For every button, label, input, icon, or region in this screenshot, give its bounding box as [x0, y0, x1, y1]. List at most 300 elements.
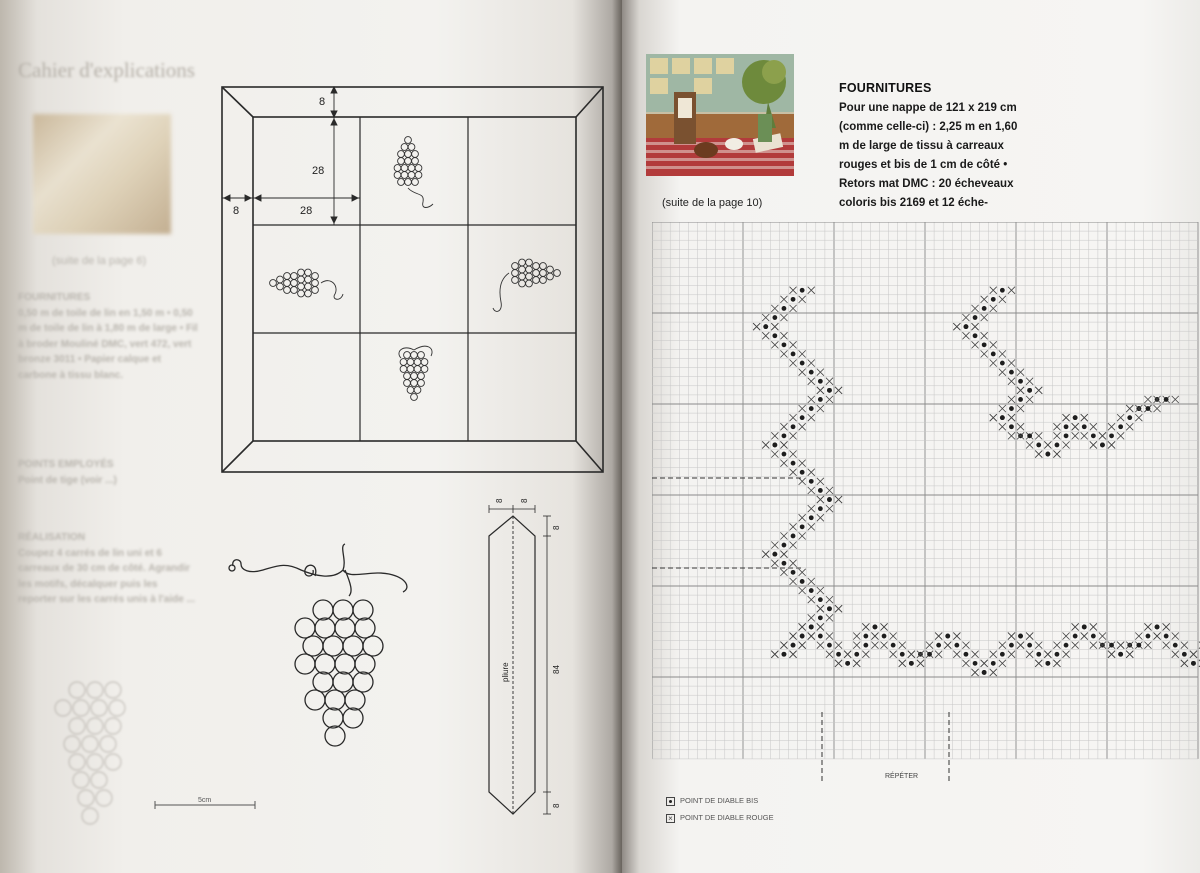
small-berry	[414, 366, 421, 373]
cross-stitch	[790, 287, 797, 294]
cross-stitch	[1063, 633, 1070, 640]
dot-stitch	[1073, 634, 1078, 639]
cross-stitch	[1072, 423, 1079, 430]
small-berry	[398, 158, 405, 165]
cross-stitch	[790, 633, 797, 640]
small-berry	[405, 179, 412, 186]
grape-berry	[333, 672, 353, 692]
small-berry	[408, 172, 415, 179]
cross-stitch	[853, 642, 860, 649]
dot-stitch	[1091, 634, 1096, 639]
small-berry	[512, 270, 519, 277]
cross-stitch	[1008, 651, 1015, 658]
cross-stitch	[817, 405, 824, 412]
cross-stitch	[962, 660, 969, 667]
cross-stitch	[1181, 660, 1188, 667]
dot-stitch	[791, 461, 796, 466]
dot-stitch	[1036, 652, 1041, 657]
faded-thumbnail-photo	[33, 114, 171, 234]
dot-stitch	[964, 324, 969, 329]
cross-stitch	[762, 441, 769, 448]
small-tendril	[321, 281, 343, 300]
grape-berry	[295, 654, 315, 674]
dot-stitch	[900, 652, 905, 657]
cross-stitch	[808, 414, 815, 421]
dot-stitch	[973, 333, 978, 338]
small-berry	[401, 144, 408, 151]
cross-stitch	[899, 660, 906, 667]
grape-berry	[313, 600, 333, 620]
grape-berry	[303, 636, 323, 656]
dot-stitch	[800, 415, 805, 420]
small-berry	[414, 359, 421, 366]
cross-stitch	[799, 514, 806, 521]
cross-stitch	[780, 350, 787, 357]
dim-square-width: 28	[300, 205, 313, 217]
small-berry	[547, 273, 554, 280]
cross-stitch	[1017, 642, 1024, 649]
small-berry	[415, 172, 422, 179]
cross-stitch	[1154, 633, 1161, 640]
cross-stitch	[981, 332, 988, 339]
cross-stitch	[790, 414, 797, 421]
cross-stitch	[990, 651, 997, 658]
faded-block-realisation	[18, 530, 198, 608]
cross-stitch	[862, 651, 869, 658]
small-berry	[305, 276, 312, 283]
dot-stitch	[854, 652, 859, 657]
dot-stitch	[1027, 433, 1032, 438]
dot-stitch	[1164, 634, 1169, 639]
dot-stitch	[782, 452, 787, 457]
cross-stitch	[762, 551, 769, 558]
faded-berry	[73, 772, 89, 788]
cross-stitch	[799, 478, 806, 485]
dot-stitch	[1000, 652, 1005, 657]
cross-stitch	[808, 469, 815, 476]
dot-stitch	[782, 342, 787, 347]
cross-stitch	[762, 314, 769, 321]
small-berry	[519, 266, 526, 273]
small-berry	[298, 290, 305, 297]
cross-stitch	[1026, 441, 1033, 448]
small-berry	[401, 172, 408, 179]
cross-stitch	[799, 460, 806, 467]
cross-stitch	[1072, 623, 1079, 630]
small-berry	[284, 287, 291, 294]
cross-stitch	[808, 287, 815, 294]
cross-stitch	[808, 378, 815, 385]
grape-berry	[345, 690, 365, 710]
small-berry	[411, 373, 418, 380]
dot-stitch	[863, 634, 868, 639]
cross-stitch	[1081, 633, 1088, 640]
cross-stitch	[790, 469, 797, 476]
dot-stitch	[1146, 406, 1151, 411]
cross-stitch	[953, 633, 960, 640]
dot-stitch	[800, 524, 805, 529]
grape-berry	[325, 726, 345, 746]
band-dim-right-bottom: 8	[552, 803, 561, 808]
dot-stitch	[772, 443, 777, 448]
dot-stitch	[1018, 397, 1023, 402]
faded-berry	[69, 718, 85, 734]
cross-stitch	[1135, 405, 1142, 412]
small-berry	[418, 352, 425, 359]
cross-stitch	[972, 323, 979, 330]
dot-stitch	[818, 634, 823, 639]
legend-label: POINT DE DIABLE ROUGE	[680, 813, 774, 822]
grape-berry	[335, 618, 355, 638]
repeat-markers	[652, 478, 949, 782]
dot-stitch	[891, 643, 896, 648]
chart-grid	[652, 222, 1198, 759]
tablecloth-diagram	[215, 80, 615, 480]
small-berry	[312, 287, 319, 294]
cross-stitch	[826, 633, 833, 640]
small-berry	[400, 359, 407, 366]
cross-stitch	[1053, 423, 1060, 430]
dot-stitch	[800, 579, 805, 584]
cross-stitch	[962, 314, 969, 321]
cross-stitch	[999, 369, 1006, 376]
cross-stitch	[990, 414, 997, 421]
cross-stitch	[1172, 633, 1179, 640]
dot-stitch	[791, 352, 796, 357]
cross-stitch	[890, 633, 897, 640]
cross-stitch	[935, 633, 942, 640]
dot-stitch	[1018, 634, 1023, 639]
dot-stitch	[882, 634, 887, 639]
small-berry	[270, 280, 277, 287]
cross-stitch	[1144, 396, 1151, 403]
cross-stitch	[1081, 432, 1088, 439]
dim-square-height: 28	[312, 165, 325, 177]
small-berry	[554, 270, 561, 277]
small-tendril	[408, 188, 433, 208]
cross-stitch	[1017, 387, 1024, 394]
cross-stitch	[1181, 642, 1188, 649]
dot-stitch	[809, 479, 814, 484]
cross-stitch	[790, 451, 797, 458]
dot-stitch	[1146, 634, 1151, 639]
cross-stitch	[1126, 423, 1133, 430]
dot-stitch	[809, 625, 814, 630]
cross-stitch	[780, 642, 787, 649]
cross-stitch	[808, 396, 815, 403]
cross-stitch	[1154, 396, 1161, 403]
dot-stitch	[1036, 443, 1041, 448]
small-berry	[291, 280, 298, 287]
small-berry	[398, 151, 405, 158]
small-berry	[400, 366, 407, 373]
dot-stitch	[1000, 288, 1005, 293]
cross-stitch	[835, 660, 842, 667]
cross-stitch	[1072, 432, 1079, 439]
cross-stitch	[1190, 651, 1197, 658]
cross-stitch	[1026, 396, 1033, 403]
cross-stitch	[844, 651, 851, 658]
cross-stitch	[1108, 651, 1115, 658]
cross-stitch	[1163, 642, 1170, 649]
faded-berry	[69, 682, 85, 698]
photo-caption: (suite de la page 10)	[662, 197, 763, 209]
small-berry	[407, 366, 414, 373]
table-setting-photo	[646, 54, 794, 176]
cross-stitch	[862, 623, 869, 630]
grape-berry	[335, 654, 355, 674]
cross-stitch	[771, 341, 778, 348]
dot-stitch	[1082, 625, 1087, 630]
fournitures-text: Pour une nappe de 121 x 219 cm (comme celle-ci) : 2,25 m en 1,60 m de large de tissu à carreaux rouges et bis de 1 cm de côté • Retors mat DMC : 20 écheveaux coloris bis 2169 et 12 éche-	[839, 102, 1018, 209]
dot-stitch	[1045, 661, 1050, 666]
cross-stitch-chart	[652, 222, 1200, 782]
dot-stitch	[927, 652, 932, 657]
cross-stitch	[1008, 432, 1015, 439]
cross-stitch	[808, 523, 815, 530]
dot-stitch	[982, 306, 987, 311]
cross-stitch	[917, 651, 924, 658]
small-berry	[298, 269, 305, 276]
dot-stitch	[818, 597, 823, 602]
dot-stitch	[1073, 415, 1078, 420]
dot-stitch	[1136, 643, 1141, 648]
grape-berry	[333, 600, 353, 620]
dot-stitch	[782, 652, 787, 657]
cross-stitch	[1035, 387, 1042, 394]
cross-stitch	[835, 605, 842, 612]
grape-berry	[313, 672, 333, 692]
cross-stitch	[953, 651, 960, 658]
dot-stitch	[909, 661, 914, 666]
dot-stitch	[991, 661, 996, 666]
dot-stitch	[1055, 443, 1060, 448]
cross-stitch	[790, 560, 797, 567]
dot-stitch	[954, 643, 959, 648]
cross-stitch	[1026, 651, 1033, 658]
cross-stitch	[1008, 287, 1015, 294]
faded-berry	[100, 736, 116, 752]
dot-stitch	[791, 424, 796, 429]
cross-stitch	[935, 651, 942, 658]
dot-stitch	[782, 433, 787, 438]
dot-stitch	[845, 661, 850, 666]
dot-stitch	[791, 534, 796, 539]
dot-stitch	[1027, 643, 1032, 648]
cross-stitch	[790, 305, 797, 312]
dot-stitch	[1109, 643, 1114, 648]
dot-stitch	[1009, 643, 1014, 648]
cross-stitch	[926, 642, 933, 649]
outer-border	[222, 87, 603, 472]
cross-stitch	[808, 596, 815, 603]
cross-stitch	[1144, 623, 1151, 630]
cross-stitch	[799, 296, 806, 303]
small-berry	[291, 287, 298, 294]
cross-stitch	[817, 642, 824, 649]
grape-berry	[355, 618, 375, 638]
faded-berry	[82, 808, 98, 824]
cross-stitch	[1135, 414, 1142, 421]
cross-stitch	[1053, 432, 1060, 439]
cross-stitch	[790, 523, 797, 530]
dot-stitch	[809, 588, 814, 593]
small-berry	[405, 137, 412, 144]
cross-stitch	[771, 451, 778, 458]
dot-stitch	[791, 643, 796, 648]
cross-stitch	[999, 405, 1006, 412]
cross-stitch	[808, 633, 815, 640]
cross-stitch	[780, 460, 787, 467]
dot-stitch	[791, 570, 796, 575]
tendril-curl	[229, 565, 235, 571]
cross-stitch	[981, 296, 988, 303]
dot-stitch	[1064, 433, 1069, 438]
cross-stitch	[972, 669, 979, 676]
faded-berry	[82, 736, 98, 752]
dot-stitch	[818, 379, 823, 384]
small-berry	[415, 165, 422, 172]
cross-stitch	[962, 332, 969, 339]
dot-stitch	[782, 561, 787, 566]
cross-stitch	[1063, 441, 1070, 448]
faded-text: Point de tige (voir ...)	[18, 474, 117, 486]
small-berry	[418, 373, 425, 380]
small-berry	[412, 151, 419, 158]
cross-stitch	[1035, 660, 1042, 667]
small-berry	[526, 280, 533, 287]
cross-stitch	[780, 296, 787, 303]
grape-berry	[315, 654, 335, 674]
small-berry	[394, 172, 401, 179]
dot-stitch	[873, 625, 878, 630]
cross-stitch	[1008, 378, 1015, 385]
dot-stitch	[836, 652, 841, 657]
small-berry	[407, 359, 414, 366]
dot-stitch	[1009, 370, 1014, 375]
cross-stitch	[790, 578, 797, 585]
cross-stitch	[780, 551, 787, 558]
dot-stitch	[936, 643, 941, 648]
cross-stitch	[999, 350, 1006, 357]
cross-stitch	[953, 323, 960, 330]
dot-stitch-icon	[666, 797, 675, 806]
cross-stitch	[790, 542, 797, 549]
faded-berry	[105, 682, 121, 698]
cross-stitch	[808, 360, 815, 367]
cross-stitch	[1035, 432, 1042, 439]
cross-stitch	[826, 614, 833, 621]
small-berry	[284, 273, 291, 280]
small-berry	[526, 266, 533, 273]
faded-caption: (suite de la page 6)	[52, 255, 147, 267]
faded-berry	[105, 754, 121, 770]
band-fold-label: pliure	[501, 662, 510, 682]
cross-stitch	[817, 587, 824, 594]
cross-stitch	[972, 305, 979, 312]
cross-stitch	[826, 378, 833, 385]
small-berry	[512, 277, 519, 284]
cross-stitch	[853, 660, 860, 667]
small-berry	[398, 179, 405, 186]
cross-stitch	[871, 633, 878, 640]
small-berry	[418, 380, 425, 387]
small-berry	[519, 259, 526, 266]
cross-stitch	[826, 487, 833, 494]
small-berry	[284, 280, 291, 287]
faded-berry	[96, 790, 112, 806]
cross-stitch	[808, 505, 815, 512]
cross-stitch	[871, 642, 878, 649]
small-berry	[519, 280, 526, 287]
dot-stitch	[772, 552, 777, 557]
cross-stitch	[780, 332, 787, 339]
cross-stitch	[972, 341, 979, 348]
cross-stitch	[999, 642, 1006, 649]
cross-stitch	[771, 651, 778, 658]
dot-stitch	[800, 634, 805, 639]
dot-stitch	[863, 643, 868, 648]
faded-berry	[87, 754, 103, 770]
small-berry	[414, 387, 421, 394]
cross-stitch	[780, 569, 787, 576]
cross-stitch	[1090, 623, 1097, 630]
small-berry	[404, 380, 411, 387]
cross-stitch	[780, 314, 787, 321]
cross-stitch	[1172, 396, 1179, 403]
cross-stitch	[762, 332, 769, 339]
faded-page-title: Cahier d'explications	[18, 58, 195, 82]
cross-stitch	[1172, 651, 1179, 658]
small-berry	[312, 273, 319, 280]
cross-stitch	[771, 560, 778, 567]
faded-berry	[87, 682, 103, 698]
cross-stitch	[1063, 414, 1070, 421]
vine-tendrils	[233, 544, 407, 596]
cross-stitch	[753, 323, 760, 330]
dot-stitch	[1164, 397, 1169, 402]
dot-stitch	[782, 543, 787, 548]
small-berry	[526, 273, 533, 280]
band-dim-top-b: 8	[520, 498, 529, 503]
cross-stitch	[1099, 633, 1106, 640]
cross-stitch	[1117, 642, 1124, 649]
dot-stitch	[1109, 433, 1114, 438]
cross-stitch	[771, 432, 778, 439]
small-berry	[405, 151, 412, 158]
cross-stitch	[817, 623, 824, 630]
cross-stitch	[826, 396, 833, 403]
fournitures-heading: FOURNITURES	[839, 81, 932, 95]
band-dim-right-top: 8	[552, 525, 561, 530]
grape-berry	[353, 600, 373, 620]
faded-block-points	[18, 457, 198, 488]
small-berry	[411, 380, 418, 387]
cross-stitch	[799, 623, 806, 630]
dot-stitch	[827, 497, 832, 502]
band-dim-top-a: 8	[495, 498, 504, 503]
cross-stitch	[981, 660, 988, 667]
small-berry	[291, 273, 298, 280]
faded-berry	[55, 700, 71, 716]
dot-stitch	[818, 506, 823, 511]
cross-stitch	[771, 305, 778, 312]
dot-stitch	[1009, 424, 1014, 429]
dot-stitch	[827, 388, 832, 393]
cross-stitch	[1099, 642, 1106, 649]
cross-stitch	[853, 633, 860, 640]
faded-heading: FOURNITURES	[18, 292, 91, 303]
